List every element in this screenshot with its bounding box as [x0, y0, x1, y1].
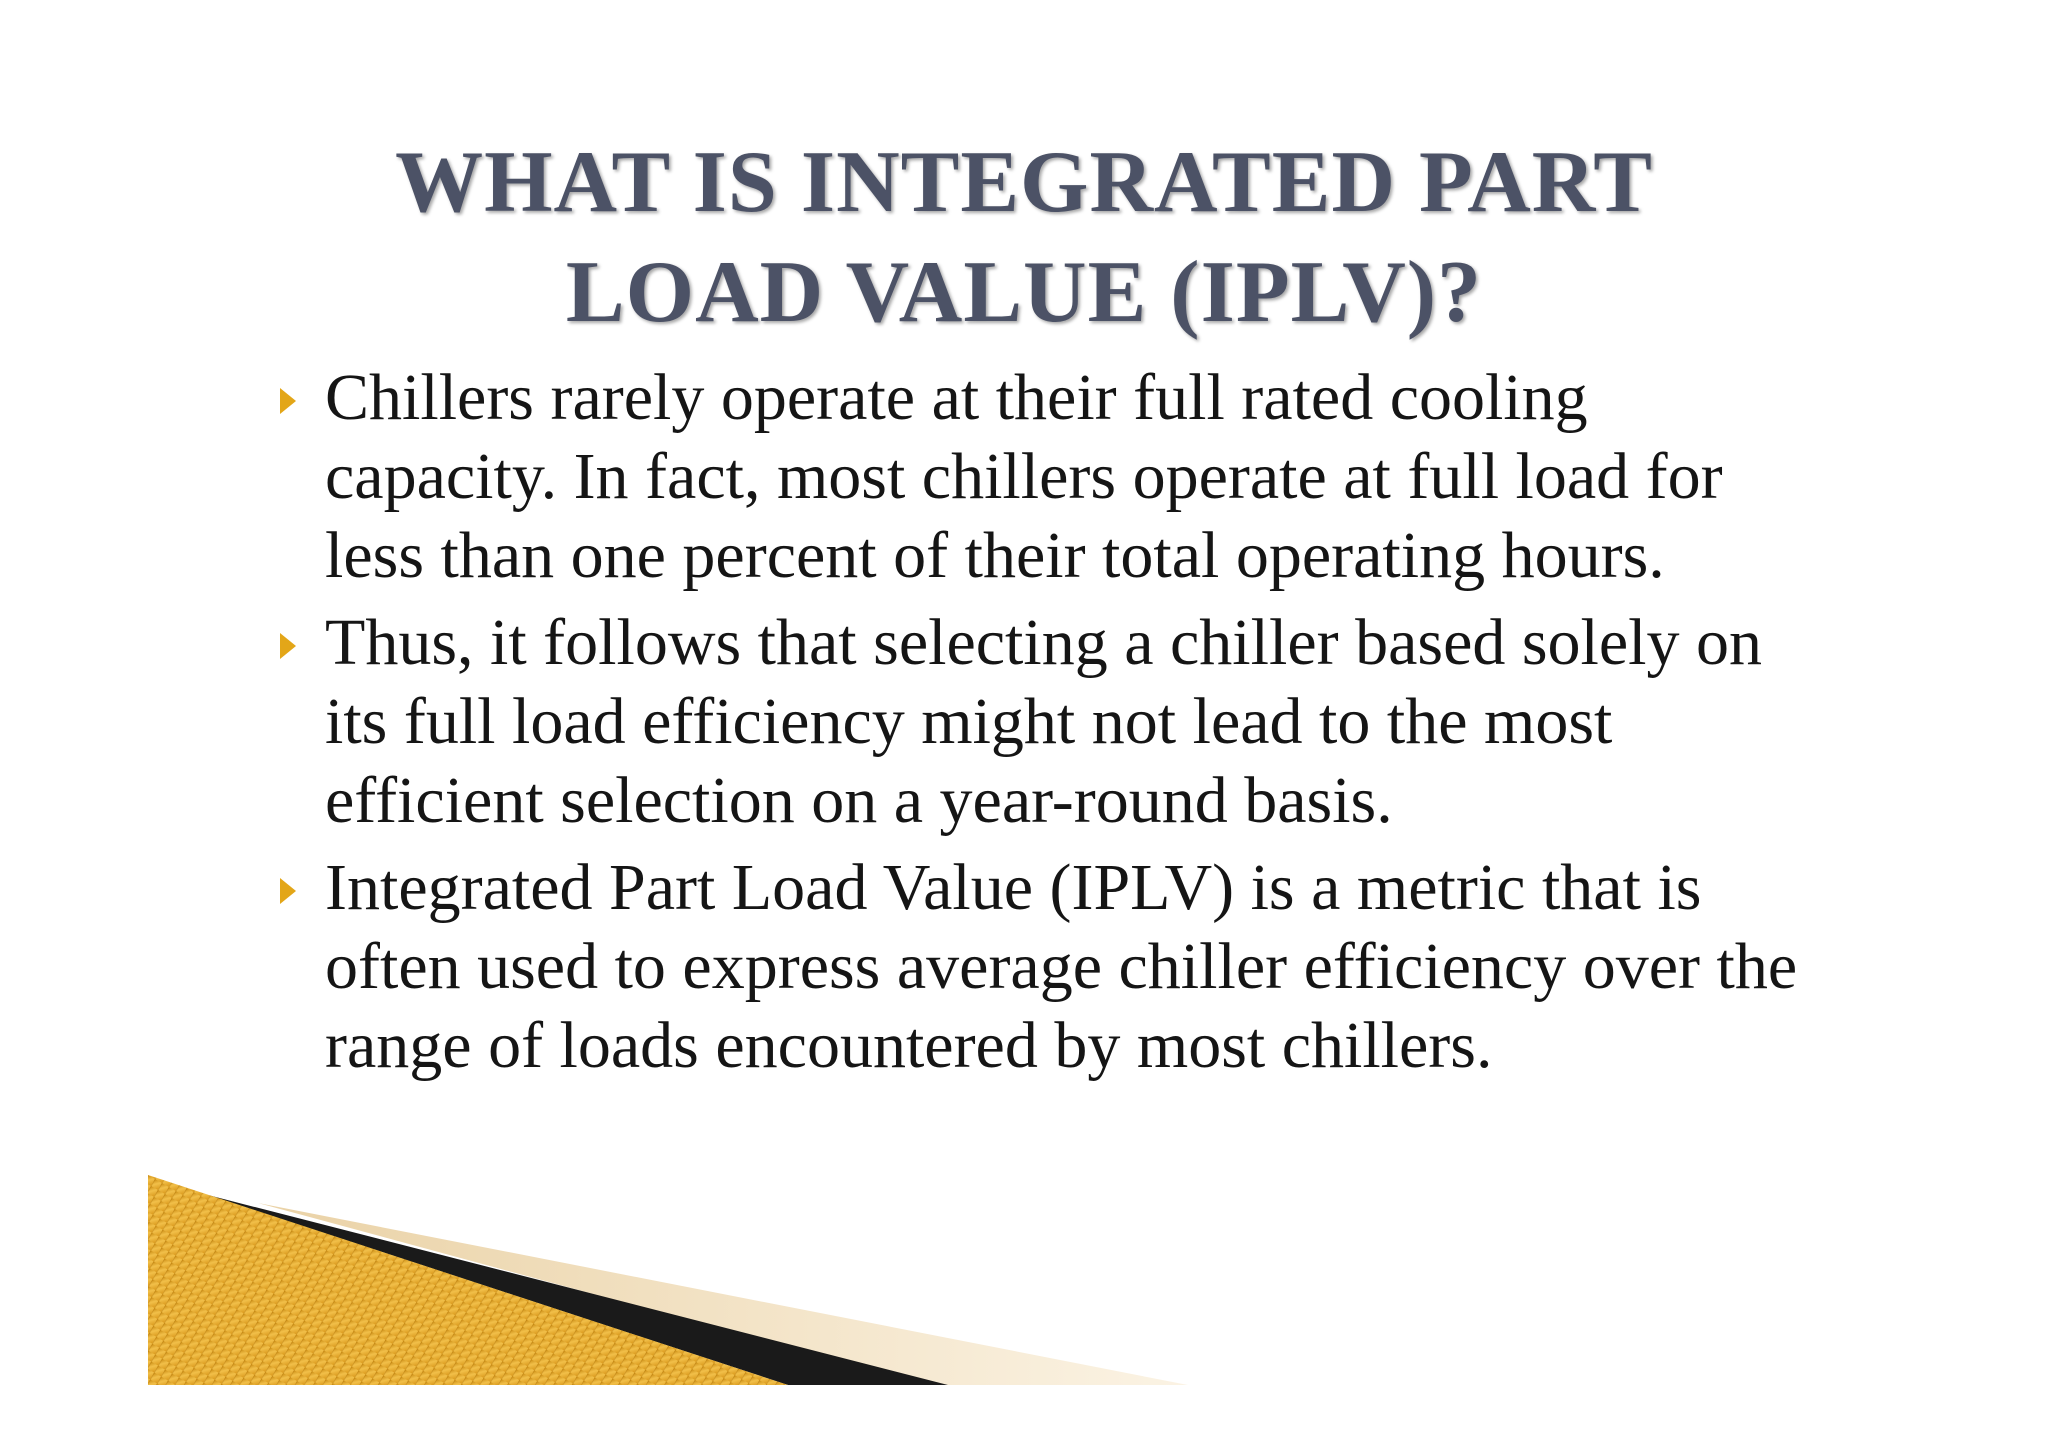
bullet-item-3: [270, 848, 1830, 1085]
bullet-text-2: Thus, it follows that selecting a chiller based solely on its full load efficiency might not lead to the most efficient selection on a year-round basis.: [325, 606, 1763, 837]
triangle-right-icon: [280, 878, 296, 904]
slide-title: [300, 128, 1748, 348]
bullet-item-1: [270, 358, 1830, 595]
bullet-text-1: Chillers rarely operate at their full rated cooling capacity. In fact, most chillers operate at full load for less than one percent of their total operating hours.: [325, 361, 1723, 592]
decorative-corner-wedge: [148, 1175, 1248, 1385]
bullet-text-3: Integrated Part Load Value (IPLV) is a metric that is often used to express average chiller efficiency over the range of loads encountered by most chillers.: [325, 851, 1798, 1082]
triangle-right-icon: [280, 633, 296, 659]
title-line-2: LOAD VALUE (IPLV)?: [565, 244, 1483, 341]
bullet-item-2: [270, 603, 1830, 840]
bullet-list: [270, 358, 1830, 1093]
gold-wedge: [148, 1175, 788, 1385]
triangle-right-icon: [280, 388, 296, 414]
title-line-1: WHAT IS INTEGRATED PART: [395, 134, 1653, 231]
